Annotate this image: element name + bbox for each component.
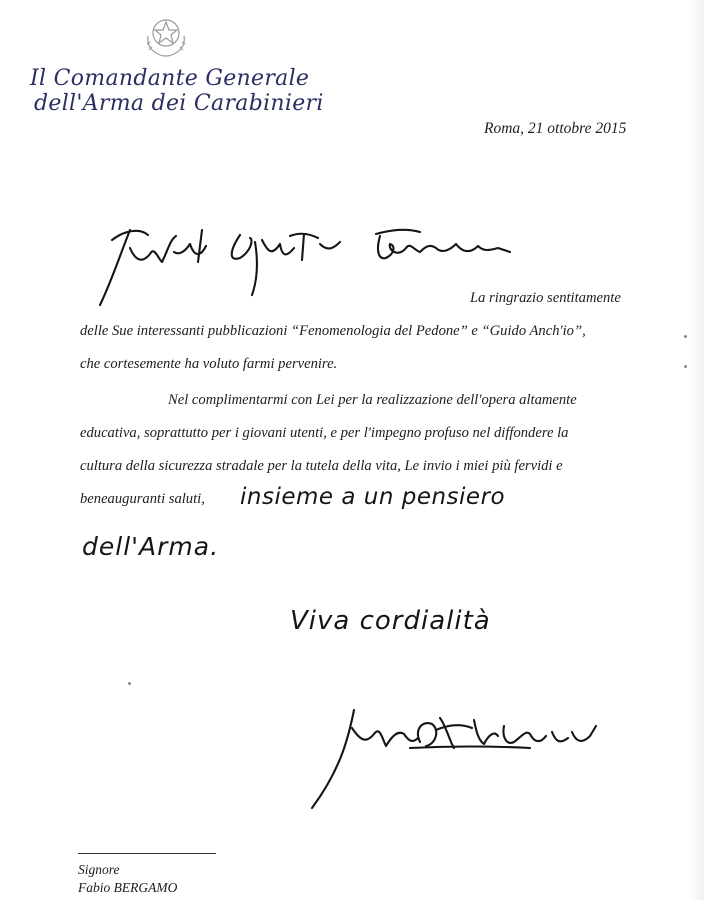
letter-date: Roma, 21 ottobre 2015 — [484, 120, 627, 137]
scan-speck — [684, 365, 687, 368]
body-paragraph-2-line-1: Nel complimentarmi con Lei per la realizzazione dell'opera altamente — [168, 392, 577, 408]
handwritten-closing: Viva cordialità — [290, 606, 491, 636]
handwritten-addition-line-1: insieme a un pensiero — [240, 484, 506, 510]
signature — [290, 690, 610, 820]
addressee-title: Signore — [78, 862, 120, 877]
letterhead — [30, 66, 324, 116]
body-paragraph-1-line-1: La ringrazio sentitamente — [470, 290, 621, 306]
body-paragraph-1-line-2: delle Sue interessanti pubblicazioni “Fenomenologia del Pedone” e “Guido Anch'io”, — [80, 323, 586, 339]
letterhead-line-1: Il Comandante Generale — [30, 66, 310, 91]
body-paragraph-2-line-3: cultura della sicurezza stradale per la tutela della vita, Le invio i miei più fervidi e — [80, 458, 563, 474]
scan-speck — [684, 335, 687, 338]
body-paragraph-1-line-3: che cortesemente ha voluto farmi pervenire. — [80, 356, 338, 372]
scan-speck — [128, 682, 131, 685]
addressee-name: Fabio BERGAMO — [78, 880, 178, 895]
body-paragraph-2-line-2: educativa, soprattutto per i giovani utenti, e per l'impegno profuso nel diffondere la — [80, 425, 569, 441]
scan-edge — [686, 0, 704, 900]
body-paragraph-2-line-4: beneauguranti saluti, — [80, 491, 205, 507]
handwritten-salutation — [110, 228, 430, 258]
addressee-rule — [78, 853, 216, 854]
emblem-icon — [138, 6, 194, 62]
handwritten-addition-line-2: dell'Arma. — [82, 532, 220, 561]
letterhead-line-2: dell'Arma dei Carabinieri — [34, 91, 324, 116]
